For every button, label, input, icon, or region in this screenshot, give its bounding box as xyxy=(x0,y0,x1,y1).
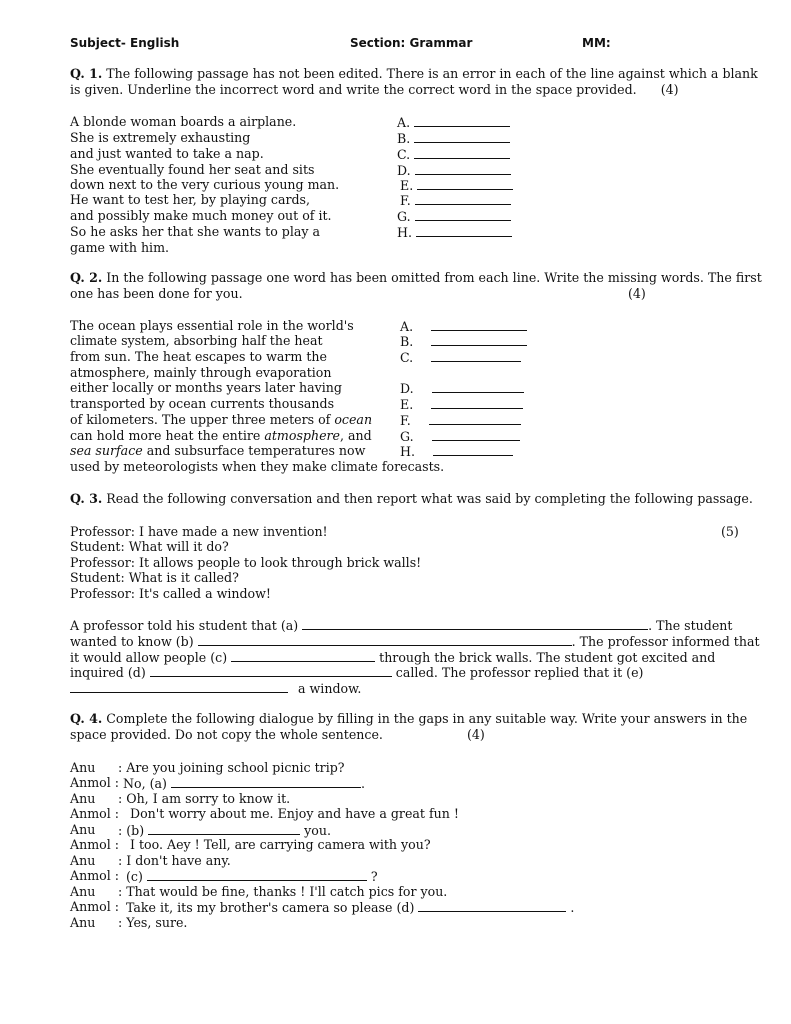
q3-blank-b[interactable] xyxy=(198,633,572,646)
max-marks-label: MM: xyxy=(582,36,611,50)
q1-blank-b[interactable]: B. xyxy=(397,130,510,146)
q1-blank-g[interactable]: G. xyxy=(397,208,511,224)
q4-marks: (4) xyxy=(466,727,485,742)
q2-marks: (4) xyxy=(628,286,646,301)
q1-line: down next to the very curious young man. xyxy=(70,177,340,192)
q3-prompt xyxy=(70,491,762,507)
q1-number: Q. 1. xyxy=(70,66,103,81)
q3-number: Q. 3. xyxy=(70,491,103,506)
q3-conversation-line: Student: What is it called? xyxy=(70,570,239,585)
dialogue-line: Anu : Oh, I am sorry to know it. xyxy=(70,791,291,806)
q3-text: Read the following conversation and then report what was said by completing the following passage. xyxy=(106,491,753,506)
q2-line: either locally or months years later having xyxy=(70,380,342,395)
q1-blank-d[interactable]: D. xyxy=(397,162,511,178)
q1-line: game with him. xyxy=(70,240,170,255)
q2-blank-f[interactable]: F. xyxy=(400,412,521,428)
q4-prompt xyxy=(70,711,762,743)
q1-line: He want to test her, by playing cards, xyxy=(70,192,311,207)
q1-marks: (4) xyxy=(660,82,679,97)
q3-conversation-line: Professor: It allows people to look through brick walls! xyxy=(70,555,422,570)
q2-line: sea surface and subsurface temperatures now xyxy=(70,443,366,458)
q2-line: transported by ocean currents thousands xyxy=(70,396,335,411)
q2-blank-a[interactable]: A. xyxy=(400,318,527,334)
q1-blank-c[interactable]: C. xyxy=(397,146,510,162)
q3-blank-d[interactable] xyxy=(150,664,392,677)
dialogue-line: Anmol : No, (a) . xyxy=(70,775,365,791)
q1-prompt xyxy=(70,66,762,98)
q4-number: Q. 4. xyxy=(70,711,103,726)
q2-blank-c[interactable]: C. xyxy=(400,349,521,365)
q3-conversation-line: Professor: I have made a new invention! xyxy=(70,524,328,539)
dialogue-line: Anu : Are you joining school picnic trip? xyxy=(70,760,345,775)
dialogue-line: Anu : Yes, sure. xyxy=(70,915,188,930)
q4-blank-a[interactable] xyxy=(171,775,361,788)
q1-line: She is extremely exhausting xyxy=(70,130,251,145)
subject-label: Subject- English xyxy=(70,36,180,50)
q3-blank-a[interactable] xyxy=(302,617,648,630)
q2-line: climate system, absorbing half the heat xyxy=(70,333,323,348)
q1-line: and just wanted to take a nap. xyxy=(70,146,264,161)
dialogue-line: Anu : That would be fine, thanks ! I'll catch pics for you. xyxy=(70,884,448,899)
q4-blank-d[interactable] xyxy=(418,899,566,912)
q2-text: In the following passage one word has been omitted from each line. Write the missing words. The first one has been done for you. xyxy=(70,270,762,301)
q1-text: The following passage has not been edited. There is an error in each of the line against which a blank is given. Underline the incorrect word and write the correct word in the space provided. xyxy=(70,66,758,97)
q2-line: can hold more heat the entire atmosphere, and xyxy=(70,428,372,443)
q4-blank-b[interactable] xyxy=(148,822,300,835)
dialogue-line: Anmol : Don't worry about me. Enjoy and have a great fun ! xyxy=(70,806,459,821)
q1-line: She eventually found her seat and sits xyxy=(70,162,315,177)
q1-blank-h[interactable]: H. xyxy=(397,224,512,240)
q2-blank-h[interactable]: H. xyxy=(400,443,513,459)
q3-blank-e[interactable] xyxy=(70,680,288,693)
q3-blank-c[interactable] xyxy=(231,649,375,662)
q2-line: from sun. The heat escapes to warm the xyxy=(70,349,327,364)
q2-blank-b[interactable]: B. xyxy=(400,333,527,349)
dialogue-line: Anmol : Take it, its my brother's camera so please (d) . xyxy=(70,899,575,915)
q4-blank-c[interactable] xyxy=(147,868,367,881)
q1-blank-e[interactable]: E. xyxy=(400,177,513,193)
q1-line: and possibly make much money out of it. xyxy=(70,208,332,223)
q3-conversation-line: Student: What will it do? xyxy=(70,539,229,554)
q2-number: Q. 2. xyxy=(70,270,103,285)
q1-line: So he asks her that she wants to play a xyxy=(70,224,321,239)
q3-marks: (5) xyxy=(721,524,739,539)
q3-conversation-line: Professor: It's called a window! xyxy=(70,586,271,601)
q2-line: atmosphere, mainly through evaporation xyxy=(70,365,332,380)
dialogue-line: Anmol : (c) ? xyxy=(70,868,378,884)
q1-blank-a[interactable]: A. xyxy=(397,114,510,130)
q2-line: The ocean plays essential role in the world's xyxy=(70,318,354,333)
q2-prompt xyxy=(70,270,762,302)
q2-blank-d[interactable]: D. xyxy=(400,380,524,396)
q1-line: A blonde woman boards a airplane. xyxy=(70,114,297,129)
q2-line: of kilometers. The upper three meters of ocean xyxy=(70,412,373,427)
dialogue-line: Anu : (b) you. xyxy=(70,822,331,838)
dialogue-line: Anu : I don't have any. xyxy=(70,853,231,868)
q2-blank-e[interactable]: E. xyxy=(400,396,523,412)
q4-text: Complete the following dialogue by filling in the gaps in any suitable way. Write your answers in the space provided. Do not copy the whole sentence. xyxy=(70,711,748,742)
page-header xyxy=(70,36,760,52)
q2-blank-g[interactable]: G. xyxy=(400,428,520,444)
section-label: Section: Grammar xyxy=(350,36,473,50)
dialogue-line: Anmol : I too. Aey ! Tell, are carrying camera with you? xyxy=(70,837,431,852)
q2-line: used by meteorologists when they make climate forecasts. xyxy=(70,459,445,474)
q1-blank-f[interactable]: F. xyxy=(400,192,511,208)
